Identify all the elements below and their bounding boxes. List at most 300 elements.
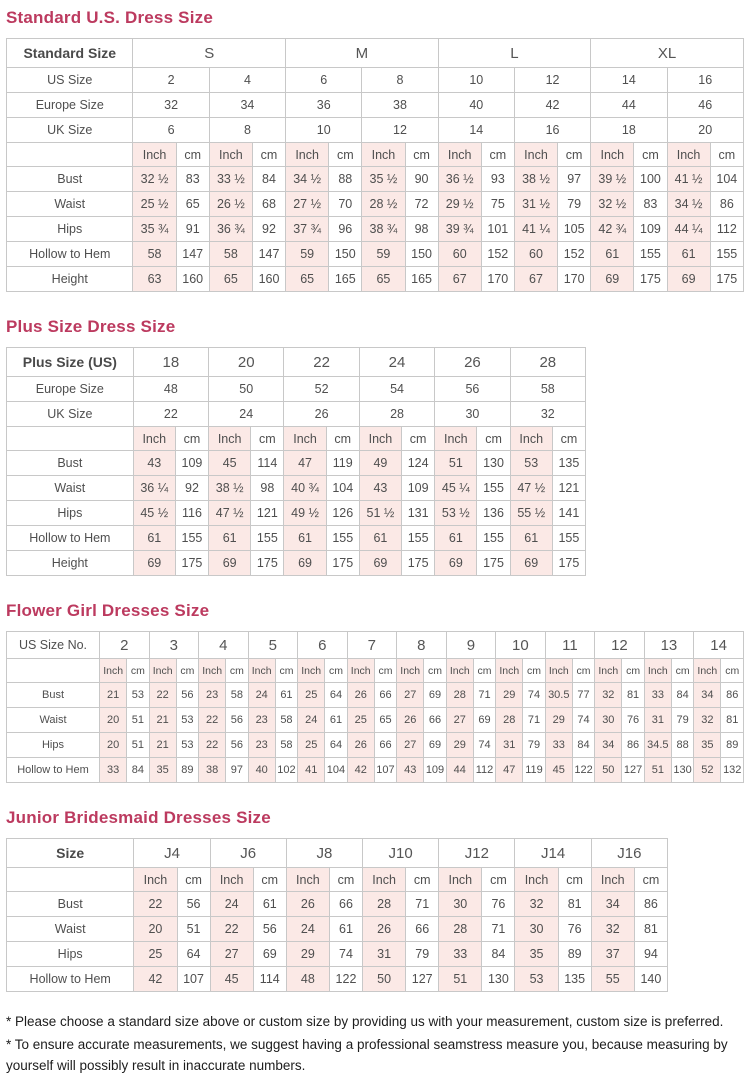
- measure-inch-value: 58: [209, 242, 252, 267]
- measure-inch-value: 25: [347, 708, 374, 733]
- measure-inch-value: 55 ½: [510, 501, 552, 526]
- measure-inch-value: 63: [133, 267, 176, 292]
- measure-inch-value: 45: [210, 967, 253, 992]
- measure-cm-value: 155: [552, 526, 585, 551]
- row-label: Waist: [7, 917, 134, 942]
- unit-cm-label: cm: [275, 659, 297, 683]
- unit-cm-label: cm: [406, 868, 439, 892]
- plus-size-dress-size-table: [6, 347, 586, 576]
- unit-inch-label: Inch: [435, 427, 477, 451]
- measure-inch-value: 40: [248, 758, 275, 783]
- measure-cm-value: 86: [634, 892, 667, 917]
- measure-cm-value: 150: [329, 242, 362, 267]
- unit-inch-label: Inch: [496, 659, 523, 683]
- unit-row: [7, 143, 744, 167]
- measure-cm-value: 132: [721, 758, 744, 783]
- measure-cm-value: 94: [634, 942, 667, 967]
- measure-cm-value: 88: [671, 733, 693, 758]
- measure-inch-value: 28 ½: [362, 192, 405, 217]
- size-group-J10: J10: [363, 839, 439, 868]
- measure-cm-value: 175: [477, 551, 510, 576]
- measure-cm-value: 58: [275, 733, 297, 758]
- unit-cm-label: cm: [558, 868, 591, 892]
- measure-cm-value: 74: [473, 733, 495, 758]
- measure-inch-value: 29: [496, 683, 523, 708]
- measure-row-hips: [7, 501, 586, 526]
- row-label: UK Size: [7, 118, 133, 143]
- unit-inch-label: Inch: [591, 143, 634, 167]
- measure-inch-value: 51 ½: [359, 501, 401, 526]
- size-value: 46: [667, 93, 744, 118]
- measure-inch-value: 67: [438, 267, 481, 292]
- measure-inch-value: 59: [362, 242, 405, 267]
- size-value: 4: [209, 68, 285, 93]
- row-label: Height: [7, 267, 133, 292]
- measure-cm-value: 155: [251, 526, 284, 551]
- measure-inch-value: 25: [298, 683, 325, 708]
- size-value: 22: [133, 402, 208, 427]
- measure-inch-value: 24: [286, 917, 329, 942]
- measure-cm-value: 126: [326, 501, 359, 526]
- measure-cm-value: 101: [481, 217, 514, 242]
- measure-inch-value: 26 ½: [209, 192, 252, 217]
- measure-cm-value: 76: [622, 708, 644, 733]
- measure-cm-value: 175: [634, 267, 667, 292]
- measure-cm-value: 51: [177, 917, 210, 942]
- measure-cm-value: 86: [721, 683, 744, 708]
- measure-inch-value: 27: [397, 683, 424, 708]
- size-value: 16: [514, 118, 590, 143]
- measure-inch-value: 38: [199, 758, 226, 783]
- measure-cm-value: 65: [176, 192, 209, 217]
- standard-us-dress-size-table: [6, 38, 744, 292]
- size-value: 38: [362, 93, 438, 118]
- measure-inch-value: 44 ¼: [667, 217, 710, 242]
- measure-inch-value: 69: [209, 551, 251, 576]
- measure-cm-value: 61: [325, 708, 347, 733]
- measure-cm-value: 97: [558, 167, 591, 192]
- size-value: 34: [209, 93, 285, 118]
- measure-inch-value: 61: [133, 526, 175, 551]
- unit-inch-label: Inch: [286, 868, 329, 892]
- junior-bridesmaid-dresses-size-header-row: [7, 839, 668, 868]
- measure-inch-value: 32: [694, 708, 721, 733]
- measure-cm-value: 104: [326, 476, 359, 501]
- measure-inch-value: 61: [667, 242, 710, 267]
- measure-cm-value: 152: [481, 242, 514, 267]
- measure-cm-value: 155: [710, 242, 743, 267]
- unit-inch-label: Inch: [446, 659, 473, 683]
- measure-cm-value: 135: [558, 967, 591, 992]
- unit-row-empty-cell: [7, 143, 133, 167]
- measure-cm-value: 86: [622, 733, 644, 758]
- unit-inch-label: Inch: [510, 427, 552, 451]
- size-value: 30: [435, 402, 510, 427]
- measure-cm-value: 56: [226, 708, 248, 733]
- measure-inch-value: 28: [496, 708, 523, 733]
- measure-inch-value: 32: [595, 683, 622, 708]
- measure-inch-value: 67: [514, 267, 557, 292]
- measure-cm-value: 109: [175, 451, 208, 476]
- measure-inch-value: 34: [595, 733, 622, 758]
- size-value: 52: [284, 377, 359, 402]
- measure-cm-value: 114: [253, 967, 286, 992]
- unit-cm-label: cm: [523, 659, 545, 683]
- measure-inch-value: 35 ½: [362, 167, 405, 192]
- measure-cm-value: 89: [721, 733, 744, 758]
- measure-inch-value: 34: [694, 683, 721, 708]
- measure-inch-value: 23: [199, 683, 226, 708]
- unit-cm-label: cm: [329, 868, 362, 892]
- unit-row-empty-cell: [7, 659, 100, 683]
- unit-inch-label: Inch: [515, 868, 558, 892]
- measure-inch-value: 69: [591, 267, 634, 292]
- measure-inch-value: 26: [347, 683, 374, 708]
- measure-cm-value: 58: [275, 708, 297, 733]
- measure-cm-value: 66: [329, 892, 362, 917]
- measure-inch-value: 45 ½: [133, 501, 175, 526]
- unit-inch-label: Inch: [209, 143, 252, 167]
- measure-cm-value: 98: [251, 476, 284, 501]
- unit-inch-label: Inch: [595, 659, 622, 683]
- size-value: 14: [438, 118, 514, 143]
- measure-cm-value: 170: [481, 267, 514, 292]
- measure-cm-value: 130: [671, 758, 693, 783]
- measure-cm-value: 105: [558, 217, 591, 242]
- measure-inch-value: 34 ½: [286, 167, 329, 192]
- measure-cm-value: 69: [424, 683, 446, 708]
- size-group-M: M: [286, 39, 439, 68]
- measure-inch-value: 30.5: [545, 683, 572, 708]
- footnotes: [6, 1012, 744, 1076]
- measure-inch-value: 28: [439, 917, 482, 942]
- measure-cm-value: 127: [622, 758, 644, 783]
- measure-inch-value: 27: [446, 708, 473, 733]
- measure-inch-value: 27: [210, 942, 253, 967]
- measure-cm-value: 56: [176, 683, 198, 708]
- measure-cm-value: 64: [325, 733, 347, 758]
- row-label: US Size: [7, 68, 133, 93]
- measure-inch-value: 31: [363, 942, 406, 967]
- measure-cm-value: 92: [252, 217, 285, 242]
- measure-cm-value: 92: [175, 476, 208, 501]
- measure-inch-value: 50: [363, 967, 406, 992]
- measure-row-waist: [7, 192, 744, 217]
- measure-inch-value: 45: [545, 758, 572, 783]
- measure-cm-value: 69: [253, 942, 286, 967]
- unit-cm-label: cm: [552, 427, 585, 451]
- unit-row: [7, 868, 668, 892]
- row-label: Hollow to Hem: [7, 242, 133, 267]
- unit-cm-label: cm: [721, 659, 744, 683]
- measure-cm-value: 64: [177, 942, 210, 967]
- measure-inch-value: 41 ½: [667, 167, 710, 192]
- measure-cm-value: 65: [374, 708, 396, 733]
- row-label: Hips: [7, 942, 134, 967]
- size-value: 24: [209, 402, 284, 427]
- unit-cm-label: cm: [326, 427, 359, 451]
- measure-inch-value: 22: [149, 683, 176, 708]
- measure-cm-value: 122: [329, 967, 362, 992]
- measure-inch-value: 49: [359, 451, 401, 476]
- size-group-J4: J4: [134, 839, 210, 868]
- unit-inch-label: Inch: [298, 659, 325, 683]
- measure-inch-value: 45 ¼: [435, 476, 477, 501]
- flower-girl-dresses-size-title: Flower Girl Dresses Size: [6, 601, 210, 620]
- size-row: [7, 68, 744, 93]
- measure-inch-value: 20: [134, 917, 177, 942]
- measure-cm-value: 77: [572, 683, 594, 708]
- unit-cm-label: cm: [226, 659, 248, 683]
- size-value: 26: [284, 402, 359, 427]
- measure-inch-value: 58: [133, 242, 176, 267]
- measure-inch-value: 30: [439, 892, 482, 917]
- measure-inch-value: 35 ¾: [133, 217, 176, 242]
- footnote-accurate-measurements: * To ensure accurate measurements, we suggest having a professional seamstress measure you, because measuring by yourself will possibly result in inaccurate numbers.: [6, 1037, 728, 1073]
- measure-cm-value: 51: [127, 733, 149, 758]
- size-value: 56: [435, 377, 510, 402]
- unit-inch-label: Inch: [644, 659, 671, 683]
- measure-inch-value: 32 ½: [591, 192, 634, 217]
- measure-cm-value: 56: [177, 892, 210, 917]
- measure-inch-value: 65: [362, 267, 405, 292]
- measure-inch-value: 69: [359, 551, 401, 576]
- row-label: Hips: [7, 501, 134, 526]
- row-label: Waist: [7, 192, 133, 217]
- measure-inch-value: 43: [359, 476, 401, 501]
- measure-inch-value: 31: [496, 733, 523, 758]
- measure-inch-value: 39 ½: [591, 167, 634, 192]
- measure-cm-value: 79: [671, 708, 693, 733]
- size-value: 44: [591, 93, 667, 118]
- size-group-5: 5: [248, 632, 298, 659]
- measure-cm-value: 66: [374, 683, 396, 708]
- measure-cm-value: 100: [634, 167, 667, 192]
- measure-inch-value: 59: [286, 242, 329, 267]
- measure-cm-value: 81: [634, 917, 667, 942]
- measure-cm-value: 84: [572, 733, 594, 758]
- measure-cm-value: 112: [710, 217, 743, 242]
- measure-row-waist: [7, 708, 744, 733]
- measure-inch-value: 27 ½: [286, 192, 329, 217]
- measure-inch-value: 23: [248, 708, 275, 733]
- measure-inch-value: 21: [149, 733, 176, 758]
- measure-cm-value: 81: [622, 683, 644, 708]
- measure-row-bust: [7, 167, 744, 192]
- measure-cm-value: 97: [226, 758, 248, 783]
- size-group-8: 8: [397, 632, 447, 659]
- size-value: 6: [286, 68, 362, 93]
- measure-cm-value: 53: [176, 708, 198, 733]
- measure-inch-value: 60: [438, 242, 481, 267]
- measure-cm-value: 90: [405, 167, 438, 192]
- size-group-4: 4: [199, 632, 249, 659]
- measure-cm-value: 96: [329, 217, 362, 242]
- measure-inch-value: 42 ¾: [591, 217, 634, 242]
- measure-cm-value: 61: [329, 917, 362, 942]
- unit-row-empty-cell: [7, 868, 134, 892]
- size-value: 32: [510, 402, 585, 427]
- measure-inch-value: 69: [510, 551, 552, 576]
- unit-cm-label: cm: [402, 427, 435, 451]
- measure-cm-value: 116: [175, 501, 208, 526]
- measure-inch-value: 29: [446, 733, 473, 758]
- measure-inch-value: 24: [248, 683, 275, 708]
- measure-inch-value: 38 ½: [209, 476, 251, 501]
- measure-row-height: [7, 267, 744, 292]
- measure-cm-value: 53: [127, 683, 149, 708]
- junior-bridesmaid-dresses-size-table: [6, 838, 668, 992]
- measure-cm-value: 69: [424, 733, 446, 758]
- measure-inch-value: 69: [435, 551, 477, 576]
- measure-cm-value: 102: [275, 758, 297, 783]
- plus-size-dress-size-title: Plus Size Dress Size: [6, 317, 176, 336]
- measure-cm-value: 109: [402, 476, 435, 501]
- measure-inch-value: 45: [209, 451, 251, 476]
- measure-inch-value: 26: [363, 917, 406, 942]
- measure-cm-value: 84: [671, 683, 693, 708]
- measure-cm-value: 72: [405, 192, 438, 217]
- measure-inch-value: 69: [284, 551, 326, 576]
- size-group-7: 7: [347, 632, 397, 659]
- measure-inch-value: 22: [134, 892, 177, 917]
- size-value: 10: [286, 118, 362, 143]
- size-group-J12: J12: [439, 839, 515, 868]
- measure-cm-value: 160: [176, 267, 209, 292]
- unit-inch-label: Inch: [439, 868, 482, 892]
- size-value: 16: [667, 68, 744, 93]
- size-row: [7, 93, 744, 118]
- measure-inch-value: 22: [199, 708, 226, 733]
- size-value: 36: [286, 93, 362, 118]
- measure-inch-value: 20: [100, 708, 127, 733]
- size-value: 12: [362, 118, 438, 143]
- size-group-S: S: [133, 39, 286, 68]
- measure-cm-value: 79: [558, 192, 591, 217]
- measure-cm-value: 136: [477, 501, 510, 526]
- measure-cm-value: 66: [424, 708, 446, 733]
- measure-cm-value: 141: [552, 501, 585, 526]
- size-value: 50: [209, 377, 284, 402]
- measure-inch-value: 61: [359, 526, 401, 551]
- measure-cm-value: 56: [226, 733, 248, 758]
- standard-us-dress-size-title: Standard U.S. Dress Size: [6, 8, 213, 27]
- measure-cm-value: 121: [251, 501, 284, 526]
- measure-cm-value: 175: [251, 551, 284, 576]
- row-label: Bust: [7, 892, 134, 917]
- unit-inch-label: Inch: [359, 427, 401, 451]
- measure-inch-value: 22: [210, 917, 253, 942]
- measure-row-hips: [7, 942, 668, 967]
- measure-cm-value: 170: [558, 267, 591, 292]
- row-label: Waist: [7, 708, 100, 733]
- unit-cm-label: cm: [253, 868, 286, 892]
- measure-inch-value: 43: [133, 451, 175, 476]
- measure-inch-value: 21: [149, 708, 176, 733]
- row-label: Hips: [7, 733, 100, 758]
- measure-cm-value: 89: [176, 758, 198, 783]
- unit-cm-label: cm: [622, 659, 644, 683]
- plus-size-dress-size-header-row: [7, 348, 586, 377]
- measure-cm-value: 66: [406, 917, 439, 942]
- measure-inch-value: 38 ½: [514, 167, 557, 192]
- unit-inch-label: Inch: [545, 659, 572, 683]
- measure-cm-value: 175: [710, 267, 743, 292]
- measure-cm-value: 81: [721, 708, 744, 733]
- measure-inch-value: 36 ½: [438, 167, 481, 192]
- measure-cm-value: 155: [634, 242, 667, 267]
- unit-cm-label: cm: [329, 143, 362, 167]
- measure-cm-value: 69: [473, 708, 495, 733]
- measure-inch-value: 42: [134, 967, 177, 992]
- flower-girl-dresses-size-header-label: US Size No.: [7, 632, 100, 659]
- measure-row-hollow-to-hem: [7, 526, 586, 551]
- measure-cm-value: 74: [329, 942, 362, 967]
- unit-cm-label: cm: [175, 427, 208, 451]
- measure-cm-value: 84: [127, 758, 149, 783]
- unit-row: [7, 659, 744, 683]
- size-value: 58: [510, 377, 585, 402]
- size-value: 20: [667, 118, 744, 143]
- measure-inch-value: 33: [100, 758, 127, 783]
- unit-cm-label: cm: [325, 659, 347, 683]
- measure-inch-value: 26: [347, 733, 374, 758]
- measure-cm-value: 114: [251, 451, 284, 476]
- measure-cm-value: 122: [572, 758, 594, 783]
- measure-cm-value: 74: [523, 683, 545, 708]
- measure-cm-value: 119: [326, 451, 359, 476]
- measure-row-bust: [7, 451, 586, 476]
- size-row: [7, 402, 586, 427]
- measure-cm-value: 150: [405, 242, 438, 267]
- measure-cm-value: 61: [253, 892, 286, 917]
- measure-inch-value: 52: [694, 758, 721, 783]
- unit-cm-label: cm: [473, 659, 495, 683]
- measure-inch-value: 26: [397, 708, 424, 733]
- measure-row-bust: [7, 683, 744, 708]
- measure-inch-value: 43: [397, 758, 424, 783]
- measure-cm-value: 93: [481, 167, 514, 192]
- size-group-10: 10: [496, 632, 546, 659]
- unit-cm-label: cm: [374, 659, 396, 683]
- measure-cm-value: 109: [634, 217, 667, 242]
- unit-cm-label: cm: [176, 143, 209, 167]
- size-group-12: 12: [595, 632, 645, 659]
- measure-inch-value: 22: [199, 733, 226, 758]
- measure-inch-value: 47 ½: [209, 501, 251, 526]
- measure-inch-value: 37 ¾: [286, 217, 329, 242]
- row-label: Hollow to Hem: [7, 526, 134, 551]
- measure-inch-value: 21: [100, 683, 127, 708]
- measure-cm-value: 71: [482, 917, 515, 942]
- measure-cm-value: 71: [473, 683, 495, 708]
- measure-inch-value: 41 ¼: [514, 217, 557, 242]
- measure-cm-value: 119: [523, 758, 545, 783]
- measure-cm-value: 155: [477, 476, 510, 501]
- measure-inch-value: 40 ¾: [284, 476, 326, 501]
- measure-cm-value: 66: [374, 733, 396, 758]
- measure-inch-value: 37: [591, 942, 634, 967]
- measure-inch-value: 24: [298, 708, 325, 733]
- measure-cm-value: 175: [402, 551, 435, 576]
- measure-cm-value: 130: [477, 451, 510, 476]
- size-value: 8: [362, 68, 438, 93]
- unit-row-empty-cell: [7, 427, 134, 451]
- size-group-J16: J16: [591, 839, 667, 868]
- size-group-11: 11: [545, 632, 595, 659]
- measure-inch-value: 31 ½: [514, 192, 557, 217]
- size-value: 12: [514, 68, 590, 93]
